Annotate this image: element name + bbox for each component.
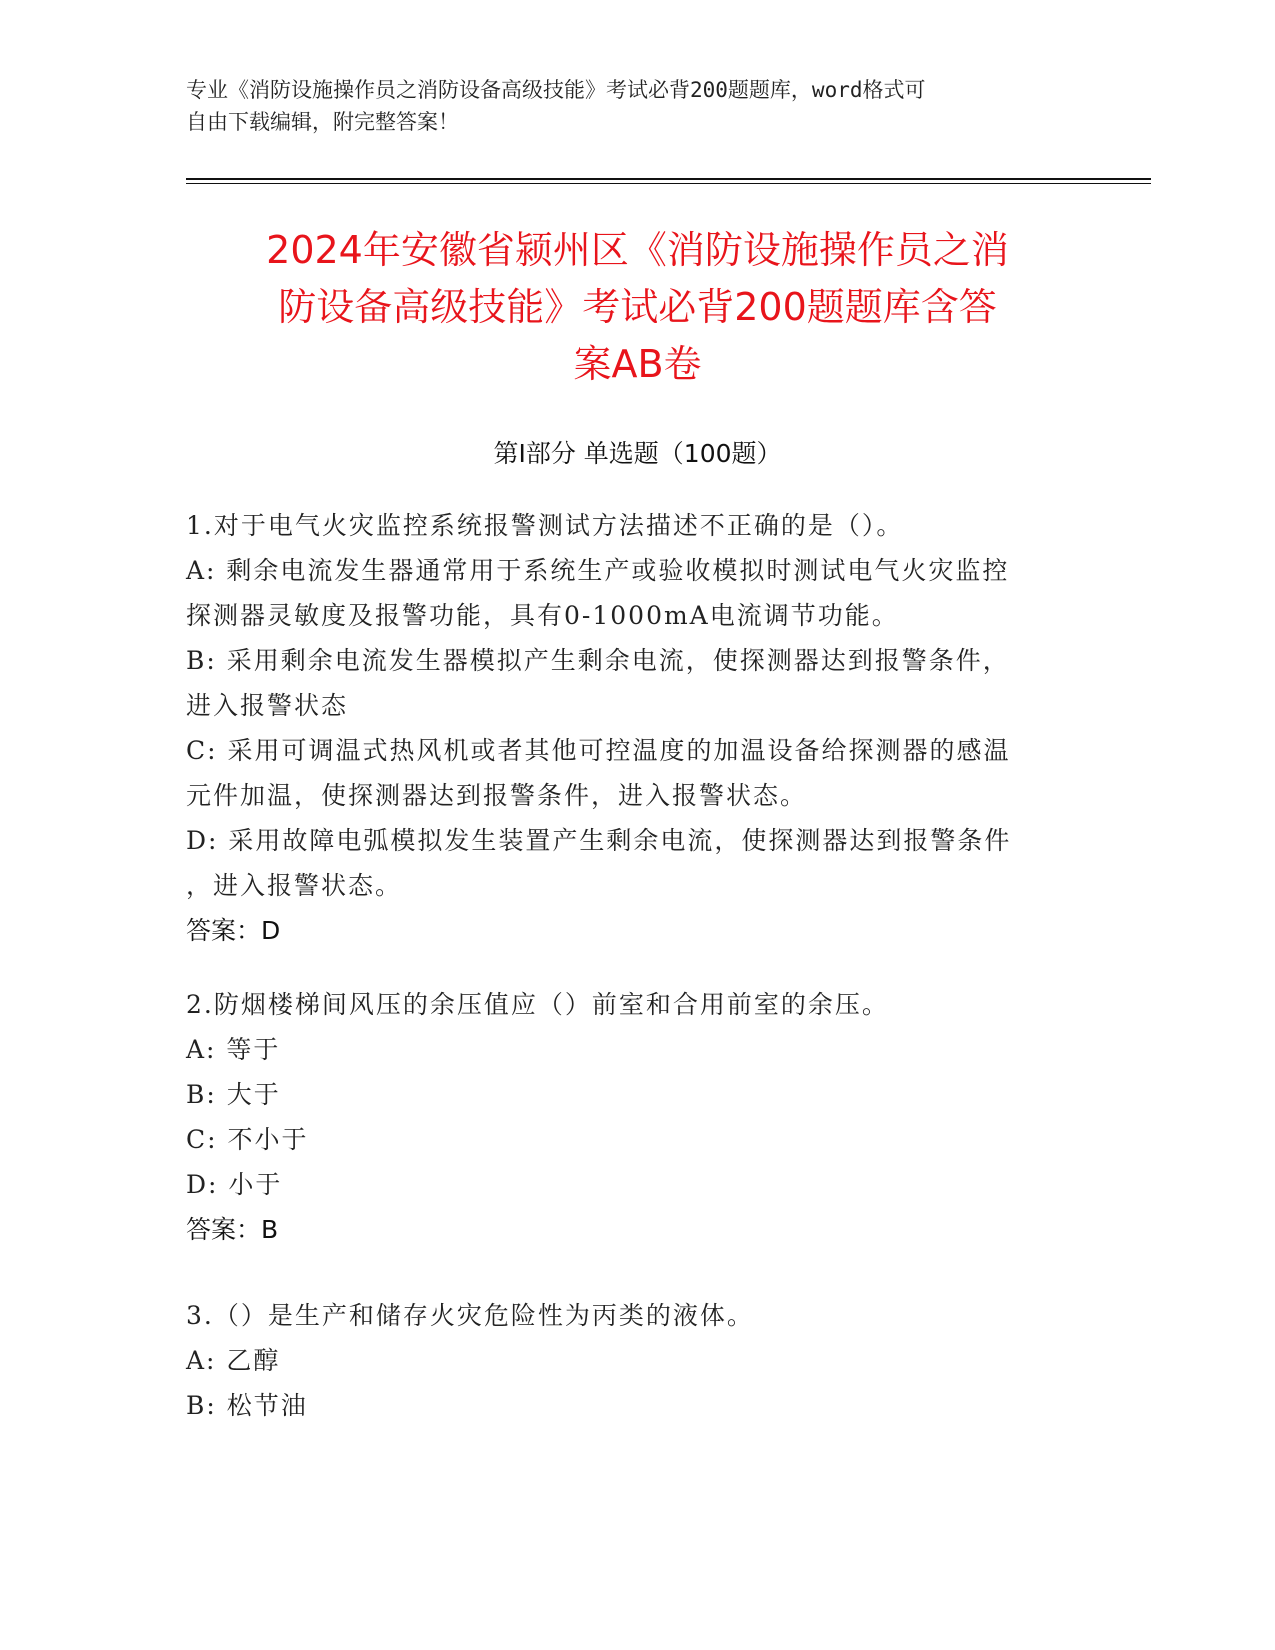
option-line: A: 剩余电流发生器通常用于系统生产或验收模拟时测试电气火灾监控 xyxy=(186,556,1010,585)
option-line: B: 大于 xyxy=(186,1080,281,1109)
header-line: 专业《消防设施操作员之消防设备高级技能》考试必背200题题库，word格式可 xyxy=(186,78,926,102)
option-line: A: 等于 xyxy=(186,1035,281,1064)
option-line: C: 采用可调温式热风机或者其他可控温度的加温设备给探测器的感温 xyxy=(186,736,1011,765)
option-line: ，进入报警状态。 xyxy=(186,871,403,900)
option-line: B: 松节油 xyxy=(186,1391,308,1420)
option-line: C: 不小于 xyxy=(186,1125,309,1154)
option-line: D: 小于 xyxy=(186,1170,283,1199)
document-header xyxy=(186,74,1066,138)
question-stem: 3.（）是生产和储存火灾危险性为丙类的液体。 xyxy=(186,1301,754,1330)
option-line: 进入报警状态 xyxy=(186,691,349,720)
question-3 xyxy=(186,1293,1076,1428)
question-1 xyxy=(186,503,1076,953)
header-divider-thin xyxy=(186,183,1151,184)
document-title xyxy=(150,222,1125,393)
title-line: 案AB卷 xyxy=(573,342,702,386)
title-line: 防设备高级技能》考试必背200题题库含答 xyxy=(278,285,997,329)
option-line: D: 采用故障电弧模拟发生装置产生剩余电流，使探测器达到报警条件 xyxy=(186,826,1012,855)
header-divider-thick xyxy=(186,178,1151,180)
question-2 xyxy=(186,982,1076,1252)
section-heading: 第I部分 单选题（100题） xyxy=(493,439,782,468)
option-line: 探测器灵敏度及报警功能，具有0-1000mA电流调节功能。 xyxy=(186,601,899,630)
answer-line: 答案：B xyxy=(186,1215,279,1244)
answer-line: 答案：D xyxy=(186,916,281,945)
title-line: 2024年安徽省颍州区《消防设施操作员之消 xyxy=(266,228,1009,272)
option-line: B: 采用剩余电流发生器模拟产生剩余电流，使探测器达到报警条件， xyxy=(186,646,1010,675)
option-line: A: 乙醇 xyxy=(186,1346,281,1375)
question-stem: 1.对于电气火灾监控系统报警测试方法描述不正确的是（）。 xyxy=(186,511,904,540)
option-line: 元件加温，使探测器达到报警条件，进入报警状态。 xyxy=(186,781,808,810)
header-line: 自由下载编辑，附完整答案！ xyxy=(186,110,459,134)
question-stem: 2.防烟楼梯间风压的余压值应（）前室和合用前室的余压。 xyxy=(186,990,889,1019)
